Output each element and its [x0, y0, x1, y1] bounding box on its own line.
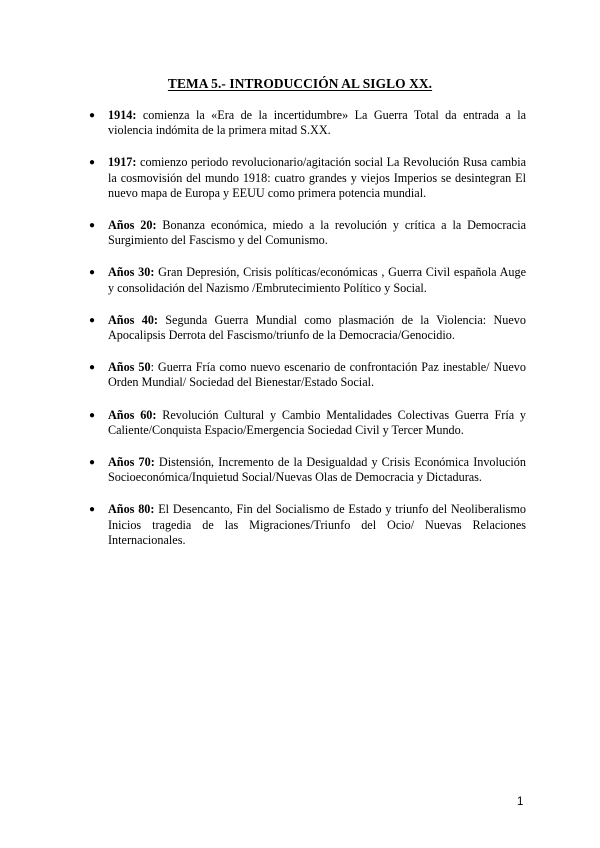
item-text: Gran Depresión, Crisis políticas/económicas , Guerra Civil española Auge y consolidación del Nazismo /Embrutecimiento Político y Social.: [108, 265, 526, 295]
item-text: comienza la «Era de la incertidumbre» La Guerra Total da entrada a la violencia indómita de la primera mitad S.XX.: [108, 108, 526, 138]
item-text: Distensión, Incremento de la Desigualdad y Crisis Económica Involución Socioeconómica/Inquietud Social/Nuevas Olas de Democracia y Dictaduras.: [108, 455, 526, 485]
item-label: Años 60:: [108, 407, 157, 422]
item-text: Segunda Guerra Mundial como plasmación de la Violencia: Nuevo Apocalipsis Derrota del Fascismo/triunfo de la Democracia/Genocidio.: [108, 312, 526, 343]
bullet-icon: ●: [89, 220, 96, 232]
item-label: Años 50: [108, 360, 151, 375]
item-label: 1917:: [108, 155, 137, 170]
item-label: Años 80:: [108, 502, 155, 517]
list-item: [89, 108, 526, 138]
list-item: [89, 218, 526, 248]
list-item: [89, 312, 526, 343]
item-text: : Guerra Fría como nuevo escenario de confrontación Paz inestable/ Nuevo Orden Mundial/ Sociedad del Bienestar/Estado Social.: [108, 360, 526, 390]
item-text: Bonanza económica, miedo a la revolución y crítica a la Democracia Surgimiento del Fascismo y del Comunismo.: [108, 218, 526, 248]
list-item: [89, 265, 526, 295]
bullet-icon: ●: [89, 157, 96, 169]
bullet-icon: ●: [89, 409, 96, 421]
list-item: [89, 455, 526, 485]
list-item: [89, 407, 526, 438]
item-text: Revolución Cultural y Cambio Mentalidades Colectivas Guerra Fría y Caliente/Conquista Espacio/Emergencia Sociedad Civil y Tercer Mundo.: [108, 407, 526, 437]
list-item: [89, 155, 526, 201]
bullet-icon: ●: [89, 314, 96, 326]
item-text: comienzo periodo revolucionario/agitación social La Revolución Rusa cambia la cosmovisión del mundo 1918: cuatro grandes y viejos Imperios se desintegran El nuevo mapa de Europa y EEUU como primera potencia mundial.: [108, 155, 526, 200]
timeline-list: [89, 108, 526, 565]
item-label: 1914:: [108, 108, 137, 122]
list-item: [89, 502, 526, 548]
list-item: [89, 360, 526, 390]
item-label: Años 20:: [108, 218, 157, 233]
bullet-icon: ●: [89, 457, 96, 469]
page-title: TEMA 5.- INTRODUCCIÓN AL SIGLO XX.: [167, 76, 433, 91]
item-label: Años 70:: [108, 455, 155, 470]
bullet-icon: ●: [89, 110, 96, 121]
item-label: Años 40:: [108, 312, 158, 327]
bullet-icon: ●: [89, 267, 96, 279]
item-text: El Desencanto, Fin del Socialismo de Estado y triunfo del Neoliberalismo Inicios tragedia de las Migraciones/Triunfo del Ocio/ Nuevas Relaciones Internacionales.: [108, 502, 526, 547]
bullet-icon: ●: [89, 362, 96, 374]
item-label: Años 30:: [108, 265, 155, 280]
page-number: 1: [517, 796, 524, 808]
bullet-icon: ●: [89, 504, 96, 516]
